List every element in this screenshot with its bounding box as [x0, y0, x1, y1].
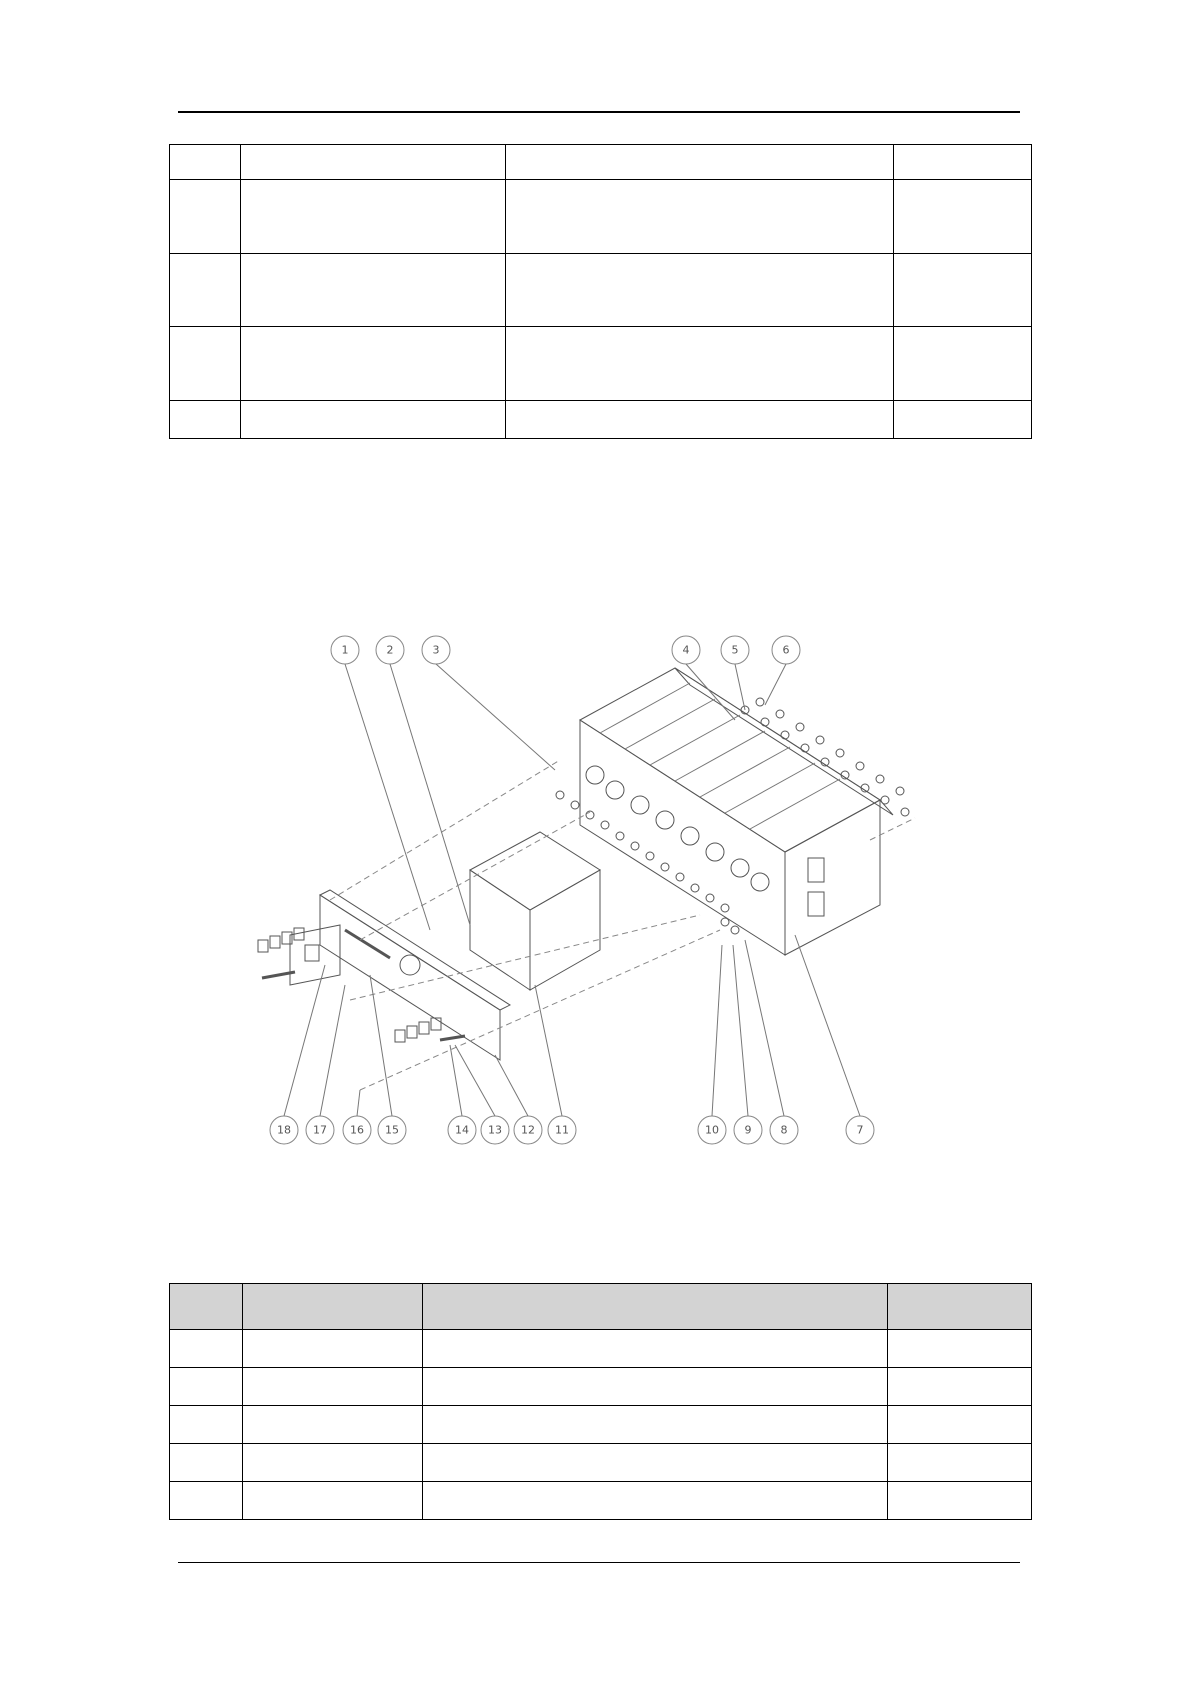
table-cell: [241, 401, 506, 439]
table-row: [170, 401, 1032, 439]
table-cell: [888, 1444, 1032, 1482]
table-cell: [506, 401, 894, 439]
washers: [556, 791, 739, 934]
callout-label: 12: [521, 1123, 535, 1137]
table-row: [170, 327, 1032, 401]
callout-label: 9: [744, 1123, 752, 1137]
table-cell: [170, 1330, 243, 1368]
table-cell: [170, 327, 241, 401]
table-cell: [888, 1368, 1032, 1406]
table-cell: [506, 145, 894, 180]
callout-label: 14: [455, 1123, 469, 1137]
callout-label: 3: [432, 643, 440, 657]
table-cell: [170, 1444, 243, 1482]
header-rule: [178, 111, 1020, 113]
frame-side: [530, 870, 600, 990]
table-cell: [241, 327, 506, 401]
standoff: [440, 1036, 465, 1040]
housing-slot: [808, 858, 824, 882]
table-row: [170, 180, 1032, 254]
callout-label: 16: [350, 1123, 364, 1137]
callout-label: 10: [705, 1123, 719, 1137]
footer-rule: [178, 1562, 1020, 1563]
exploded-assembly-diagram: [0, 600, 1190, 1160]
bottom-table: [169, 1283, 1032, 1520]
table-row: [170, 1482, 1032, 1520]
connector-strip: [345, 930, 390, 958]
table-cell: [243, 1406, 423, 1444]
callout-label: 13: [488, 1123, 502, 1137]
table-cell: [241, 254, 506, 327]
display-chip: [305, 945, 319, 961]
top-table: [169, 144, 1032, 439]
table-cell: [241, 145, 506, 180]
table-cell: [423, 1330, 888, 1368]
callout-label: 4: [682, 643, 690, 657]
frame-top: [470, 832, 600, 910]
callout-label: 6: [782, 643, 790, 657]
table-row: [170, 254, 1032, 327]
frame-front: [470, 870, 530, 990]
table-cell: [243, 1482, 423, 1520]
table-cell: [506, 254, 894, 327]
connector-modules: [586, 766, 769, 891]
callout-label: 2: [386, 643, 394, 657]
housing-slot: [808, 892, 824, 916]
housing-side: [785, 800, 880, 955]
table-cell: [888, 1482, 1032, 1520]
table-cell: [894, 180, 1032, 254]
table-row: [170, 1444, 1032, 1482]
table-cell: [423, 1444, 888, 1482]
table-cell: [243, 1444, 423, 1482]
callout-label: 8: [780, 1123, 788, 1137]
table-cell: [243, 1330, 423, 1368]
table-cell: [241, 180, 506, 254]
table-cell: [894, 327, 1032, 401]
callout-label: 1: [341, 643, 349, 657]
table-cell: [423, 1406, 888, 1444]
callout-label: 17: [313, 1123, 327, 1137]
table-header-row: [170, 1284, 1032, 1330]
display-board: [290, 925, 340, 985]
table-cell: [894, 254, 1032, 327]
table-row: [170, 145, 1032, 180]
front-panel: [320, 895, 500, 1060]
terminal-screws: [741, 698, 909, 816]
table-row: [170, 1406, 1032, 1444]
table-cell: [170, 180, 241, 254]
table-row: [170, 1330, 1032, 1368]
table-cell: [423, 1368, 888, 1406]
table-cell: [170, 401, 241, 439]
table-row: [170, 1368, 1032, 1406]
panel-hole: [400, 955, 420, 975]
table-cell: [170, 1406, 243, 1444]
callout-label: 18: [277, 1123, 291, 1137]
callout-label: 5: [731, 643, 739, 657]
table-cell: [423, 1482, 888, 1520]
callout-label: 11: [555, 1123, 569, 1137]
table-header-cell: [170, 1284, 243, 1330]
table-cell: [170, 1482, 243, 1520]
table-cell: [894, 145, 1032, 180]
table-cell: [170, 145, 241, 180]
front-panel-top: [320, 890, 510, 1010]
table-header-cell: [243, 1284, 423, 1330]
table-header-cell: [888, 1284, 1032, 1330]
table-cell: [506, 327, 894, 401]
table-cell: [170, 1368, 243, 1406]
callout-label: 7: [856, 1123, 864, 1137]
table-header-cell: [423, 1284, 888, 1330]
assembly-lines: [330, 760, 915, 1090]
table-cell: [506, 180, 894, 254]
table-cell: [243, 1368, 423, 1406]
table-cell: [170, 254, 241, 327]
callout-label: 15: [385, 1123, 399, 1137]
table-cell: [894, 401, 1032, 439]
table-cell: [888, 1330, 1032, 1368]
table-cell: [888, 1406, 1032, 1444]
